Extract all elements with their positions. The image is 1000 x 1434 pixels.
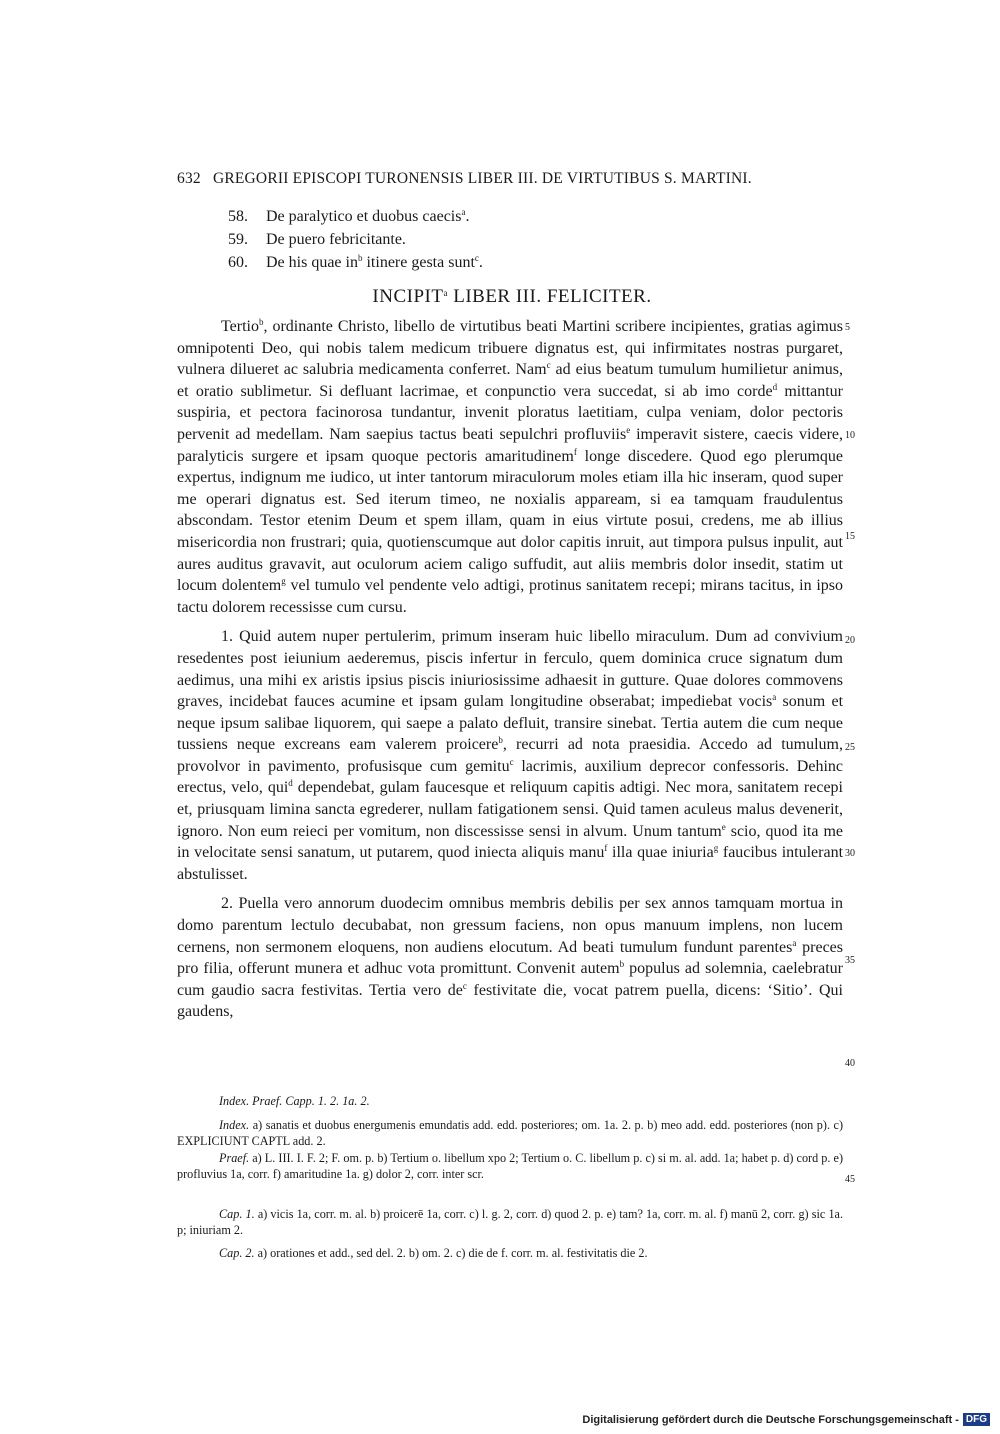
main-text bbox=[177, 316, 843, 1023]
line-number: 5 bbox=[845, 322, 850, 333]
book-title: INCIPIT$^a$ LIBER III. FELICITER. bbox=[372, 286, 652, 307]
line-number: 35 bbox=[845, 955, 855, 966]
chapter-1-paragraph: 1. Quid autem nuper pertulerim, primum inseram huic libello miraculum. Dum ad convivium resedentes post ieiunium aederemus, piscis infertur in ferculo, quem dominica cruce signatum dum aedimus, una mihi ex aristis ipsius piscis iniuriosissime adhaesit in gutture. Quae dolores commovens graves, incidebat fauces acumine et ipsam gulam longitudine obserabat; impediebat vocis$^a$ sonum et neque ipsum salibae liquorem, qui saepe a palato defluit, transire sinebat. Tertia autem die cum neque tussiens neque excreans eam valerem proicere$^b$, recurri ad nota praesidia. Accedo ad tumulum, provolvor in pavimento, profusisque cum gemitu$^c$ lacrimis, auxilium deprecor confessoris. Dehinc erectus, velo, qui$^d$ dependebat, gulam faucesque et reliquum capitis adtigi. Nec mora, sanitatem recepi et, priusquam limina sancta egrederer, nullam fatigationem sensi. Quid tamen aculeus malus devenerit, ignoro. Non eum reieci per vomitum, non discessisse sensi in alvum. Unum tantum$^e$ scio, quod ita me in velocitate sensi sanatum, ut putarem, quod iniecta aliquis manu$^f$ illa quae iniuria$^g$ faucibus intulerant abstulisset. bbox=[177, 628, 844, 883]
line-number: 25 bbox=[845, 742, 855, 753]
list-item: 60. De his quae $in^b$ itinere gesta sunt$^c$. bbox=[228, 253, 483, 271]
banner-text: Digitalisierung gefördert durch die Deutsche Forschungsgemeinschaft - bbox=[582, 1413, 959, 1426]
chapter-2-paragraph: 2. Puella vero annorum duodecim omnibus membris debilis per sex annos tamquam mortua in domo parentum lectulo decubabat, non gressum faciens, non opus manuum implens, non lucem cernens, non sermonem eloquens, non audiens elocutum. Ad beati tumulum fundunt parentes$^a$ preces pro filia, offerunt munera et adhuc vota promittunt. Convenit autem$^b$ populus ad solemnia, caelebratur cum gaudio sacra festivitas. Tertia vero $de^c$ festivitate die, vocat patrem puella, dicens: ‘Sitio’. Qui gaudens, bbox=[177, 895, 844, 1021]
chapter-list bbox=[228, 205, 483, 274]
line-number: 40 bbox=[845, 1058, 855, 1069]
prefatio-paragraph: Tertio$^b$, ordinante Christo, libello de virtutibus beati Martini scribere incipientes, gratias agimus omnipotenti Deo, qui nobis talem medicum tribuere dignatus est, qui infirmitates nostras purgaret, vulnera dilueret ac salubria medicamenta conferret. Nam$^c$ ad eius beatum tumulum humilietur animus, et oratio sublimetur. Si defluant lacrimae, et conpunctio vera succedat, si ab imo corde$^d$ mittantur suspiria, et pectora facinorosa tundantur, invenit ploratus laetitiam, culpa veniam, dolor pectoris pervenit ad medellam. Nam saepius tactus beati sepulchri profluviis$^e$ imperavit sistere, caecis videre, paralyticis surgere et ipsam quoque pectoris amaritudinem$^f$ longe discedere. Quod ego plerumque expertus, indignum me iudico, ut inter tantorum miraculorum moles etiam illa hic inseram, quod super me operari dignatus est. Sed iterum timeo, ne noxialis appaream, si ea tamquam fraudulentus abscondam. Testor etenim Deum et spem illam, quam in eius virtute posui, credens, me ab illius misericordia non frustrari; quia, quotienscumque aut dolor capitis inruit, aut timpora pulsus inpulit, aut aures auditus gravavit, aut oculorum aciem caligo suffudit, aut aliis membris dolor insedit, statim ut locum dolentem$^g$ vel tumulo vel pendente velo adtigi, protinus sanitatem recepi; mirans tacitus, in ipso tactu dolorem recessisse cum cursu. bbox=[177, 317, 844, 616]
line-number: 30 bbox=[845, 848, 855, 859]
dfg-logo: DFG bbox=[963, 1413, 990, 1426]
line-number: 10 bbox=[845, 430, 855, 441]
digitization-banner bbox=[582, 1413, 990, 1426]
running-header bbox=[177, 170, 847, 188]
line-number: 20 bbox=[845, 635, 855, 646]
footnote-cap2: Cap. 2. a) orationes et add., sed del. 2. b) om. 2. c) die de f. corr. m. al. festivitatis die 2. bbox=[219, 1246, 648, 1260]
footnote-cap1: Cap. 1. a) vicis 1a, corr. m. al. b) proicerē 1a, corr. c) l. g. 2, corr. d) quod 2. p. e) tam? 1a, corr. m. al. f) manū 2, corr. g) sic 1a. p; iniuriam 2. bbox=[177, 1207, 843, 1238]
footnote-index: Index. a) sanatis et duobus energumenis emundatis add. edd. posteriores; om. 1a. 2. p. b) meo add. edd. posteriores (non p). c) EXPLICIUNT CAPTL add. 2. bbox=[177, 1118, 844, 1149]
running-title: GREGORII EPISCOPI TURONENSIS LIBER III. DE VIRTUTIBUS S. MARTINI. bbox=[212, 170, 752, 187]
line-number: 15 bbox=[845, 531, 855, 542]
page-number: 632 bbox=[177, 170, 201, 187]
sources-line: Index. Praef. Capp. 1. 2. 1a. 2. bbox=[219, 1094, 370, 1108]
list-item: 59. De puero febricitante. bbox=[228, 231, 406, 248]
line-number: 45 bbox=[845, 1174, 855, 1185]
list-item: 58. De paralytico et duobus caecis$^a$. bbox=[228, 207, 470, 225]
footnote-praef: Praef. a) L. III. I. F. 2; F. om. p. b) Tertium o. libellum xpo 2; Tertium o. C. libellum p. c) si m. al. add. 1a; habet p. d) cord p. e) profluvius 1a, corr. f) amaritudine 1a. g) dolor 2, corr. inter scr. bbox=[177, 1151, 843, 1182]
